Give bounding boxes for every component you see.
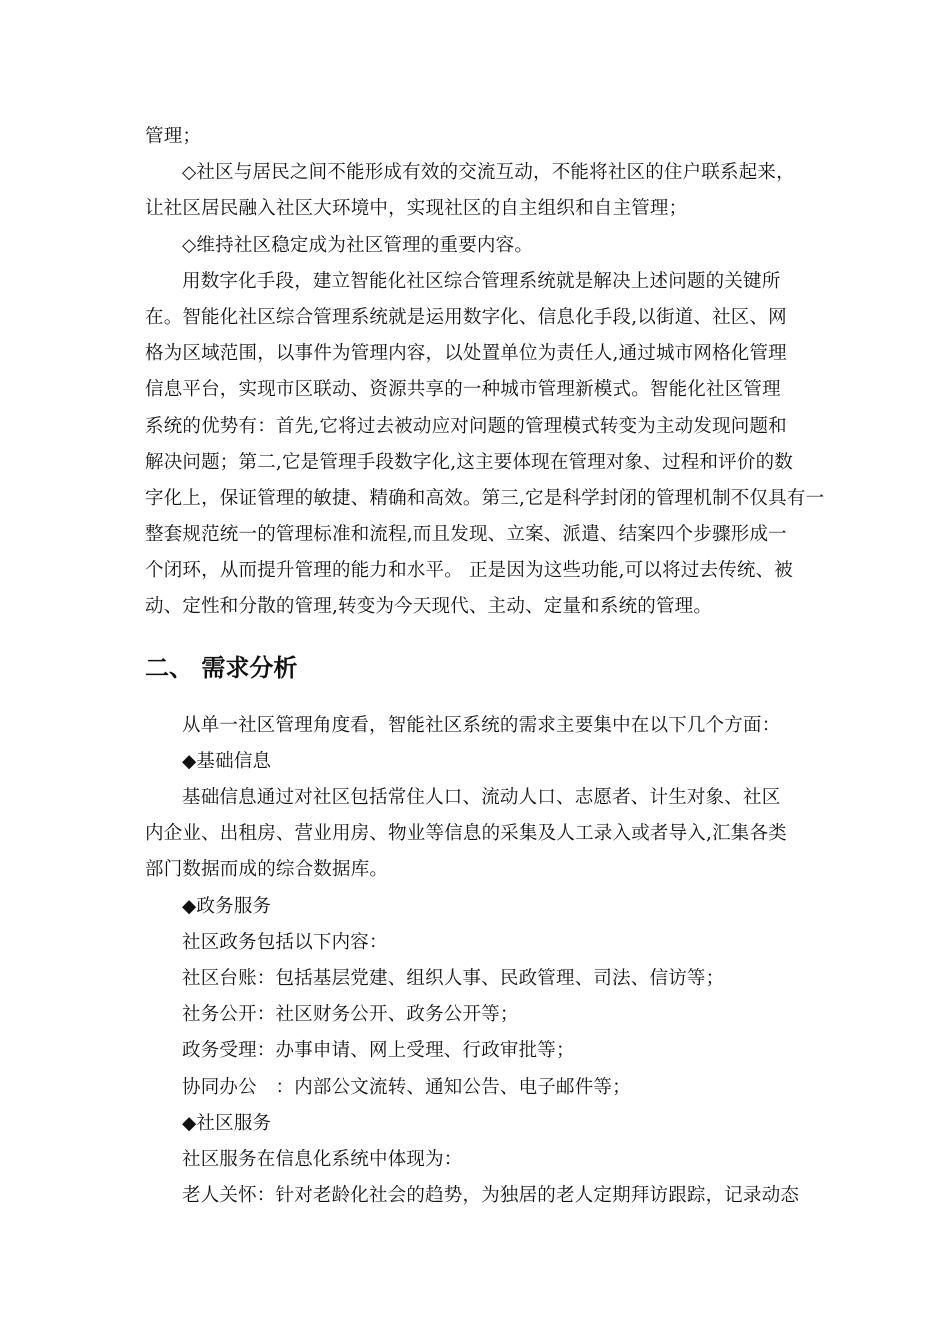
text-line: 解决问题；第二,它是管理手段数字化,这主要体现在管理对象、过程和评价的数 — [145, 451, 793, 473]
intro-block — [145, 119, 825, 626]
text-line: 在。智能化社区综合管理系统就是运用数字化、信息化手段,以街道、社区、网 — [145, 306, 787, 328]
list-item: 社务公开：社区财务公开、政务公开等； — [182, 1004, 519, 1026]
text-line: 字化上，保证管理的敏捷、精确和高效。第三,它是科学封闭的管理机制不仅具有一 — [145, 487, 825, 509]
list-item: 协同办公 ：内部公文流转、通知公告、电子邮件等； — [182, 1076, 631, 1098]
text-line: 社区服务在信息化系统中体现为： — [182, 1148, 463, 1170]
text-line: 社区政务包括以下内容： — [182, 931, 388, 953]
subsection-title: ◆政务服务 — [182, 895, 272, 917]
requirements-block — [145, 708, 809, 1215]
list-item: 政务受理：办事申请、网上受理、行政审批等； — [182, 1040, 575, 1062]
text-line: 内企业、出租房、营业用房、物业等信息的采集及人工录入或者导入,汇集各类 — [145, 823, 787, 845]
subsection-title: ◆社区服务 — [182, 1112, 272, 1134]
bullet-line: ◇社区与居民之间不能形成有效的交流互动，不能将社区的住户联系起来， — [182, 162, 795, 184]
subsection-title: ◆基础信息 — [182, 750, 272, 772]
text-line: 老人关怀：针对老龄化社会的趋势，为独居的老人定期拜访跟踪，记录动态 — [182, 1185, 800, 1207]
text-line: 部门数据而成的综合数据库。 — [145, 859, 389, 881]
document-body — [145, 119, 825, 1214]
text-line: 管理； — [145, 126, 202, 147]
text-line: 系统的优势有：首先,它将过去被动应对问题的管理模式转变为主动发现问题和 — [145, 415, 787, 437]
text-line: 用数字化手段，建立智能化社区综合管理系统就是解决上述问题的关键所 — [182, 270, 781, 292]
text-line: 整套规范统一的管理标准和流程,而且发现、立案、派遣、结案四个步骤形成一 — [145, 524, 787, 546]
text-line: 信息平台，实现市区联动、资源共享的一种城市管理新模式。智能化社区管理 — [145, 379, 781, 401]
text-line: 基础信息通过对社区包括常住人口、流动人口、志愿者、计生对象、社区 — [182, 787, 781, 808]
text-line: 个闭环，从而提升管理的能力和水平。 正是因为这些功能,可以将过去传统、被 — [145, 560, 793, 582]
list-item: 社区台账：包括基层党建、组织人事、民政管理、司法、信访等； — [182, 967, 725, 989]
bullet-line: ◇维持社区稳定成为社区管理的重要内容。 — [182, 234, 534, 256]
text-line: 动、定性和分散的管理,转变为今天现代、主动、定量和系统的管理。 — [145, 596, 713, 618]
text-line: 从单一社区管理角度看，智能社区系统的需求主要集中在以下几个方面： — [182, 714, 781, 736]
text-line: 格为区域范围，以事件为管理内容，以处置单位为责任人,通过城市网格化管理 — [145, 343, 787, 365]
section-heading: 二、 需求分析 — [145, 653, 298, 682]
text-line: 让社区居民融入社区大环境中，实现社区的自主组织和自主管理； — [145, 198, 688, 220]
